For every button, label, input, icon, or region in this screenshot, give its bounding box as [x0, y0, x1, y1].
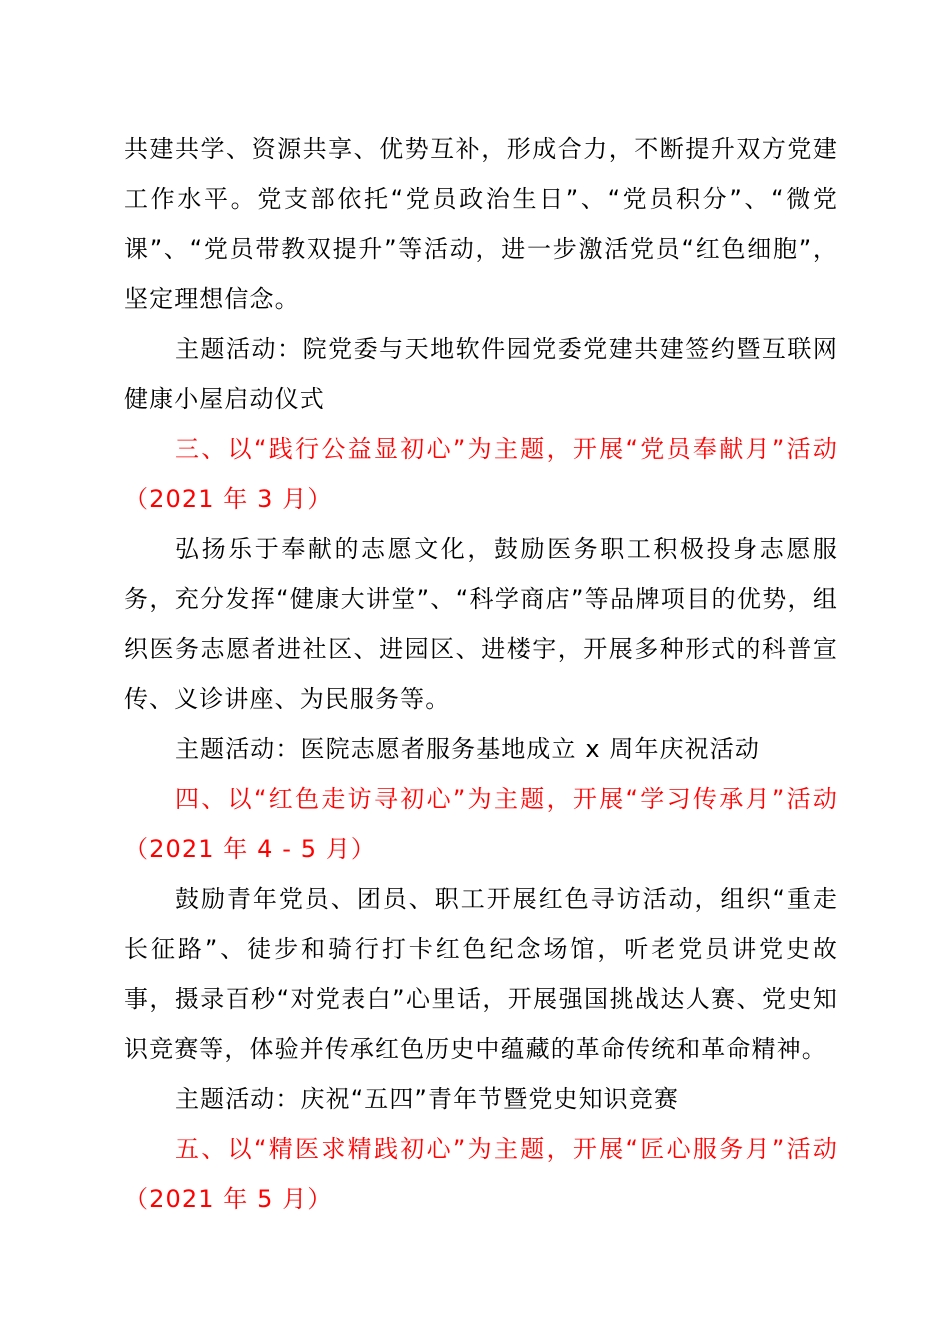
document-body [124, 124, 838, 1224]
theme-activity-line: 主题活动：院党委与天地软件园党委党建共建签约暨互联网健康小屋启动仪式 [124, 335, 838, 413]
section-heading-five: 五、以“精医求精践初心”为主题，开展“匠心服务月”活动（2021 年 5 月） [124, 1135, 838, 1213]
body-paragraph-continuation: 共建共学、资源共享、优势互补，形成合力，不断提升双方党建工作水平。党支部依托“党员政治生日”、“党员积分”、“微党课”、“党员带教双提升”等活动，进一步激活党员“红色细胞”，坚定理想信念。 [124, 135, 838, 313]
theme-activity-line: 主题活动：庆祝“五四”青年节暨党史知识竞赛 [175, 1085, 679, 1113]
section-heading-four: 四、以“红色走访寻初心”为主题，开展“学习传承月”活动（2021 年 4 - 5 月） [124, 785, 838, 863]
theme-activity-line: 主题活动：医院志愿者服务基地成立 x 周年庆祝活动 [175, 735, 760, 763]
body-paragraph: 鼓励青年党员、团员、职工开展红色寻访活动，组织“重走长征路”、徒步和骑行打卡红色纪念场馆，听老党员讲党史故事，摄录百秒“对党表白”心里话，开展强国挑战达人赛、党史知识竞赛等，体验并传承红色历史中蕴藏的革命传统和革命精神。 [124, 885, 838, 1063]
body-paragraph: 弘扬乐于奉献的志愿文化，鼓励医务职工积极投身志愿服务，充分发挥“健康大讲堂”、“科学商店”等品牌项目的优势，组织医务志愿者进社区、进园区、进楼宇，开展多种形式的科普宣传、义诊讲座、为民服务等。 [124, 535, 838, 713]
section-heading-three: 三、以“践行公益显初心”为主题，开展“党员奉献月”活动（2021 年 3 月） [124, 435, 838, 513]
